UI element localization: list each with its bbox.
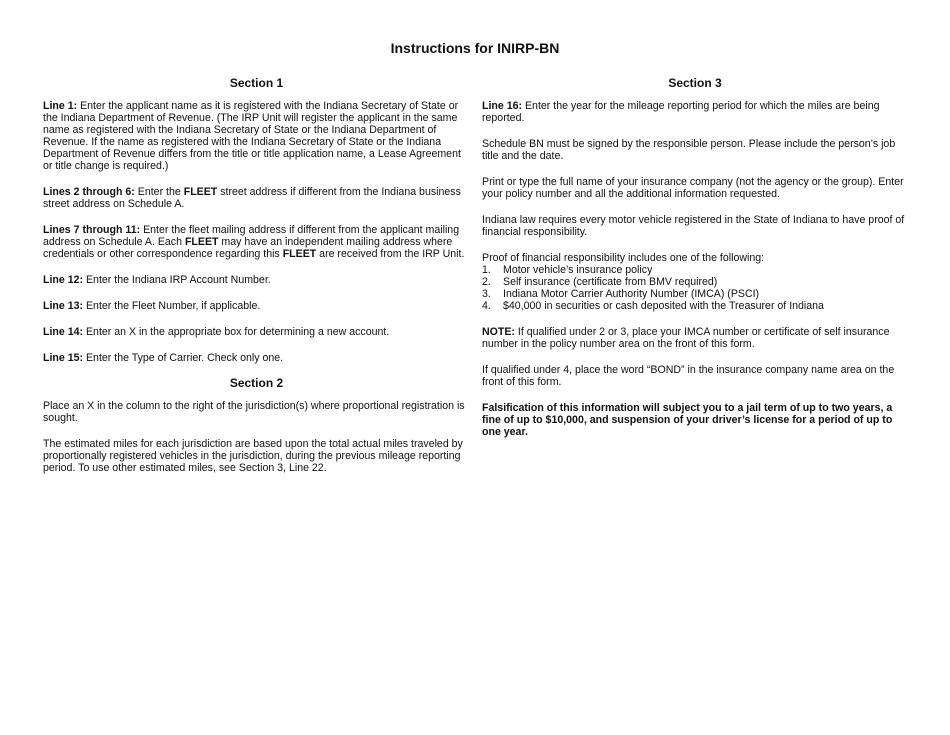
section-2-paragraph: The estimated miles for each jurisdiction are based upon the total actual miles traveled by proportionally registered vehicles in the jurisdiction, during the previous mileage reporting period. To use other estimated miles, see Section 3, Line 22. [43,438,463,474]
lines-2-6-text-a: Enter the [134,186,184,198]
lines-7-11-text-c: are received from the IRP Unit. [316,248,465,260]
line-13-instruction [43,300,470,312]
list-text: $40,000 in securities or cash deposited with the Treasurer of Indiana [503,300,824,312]
lines-2-6-label: Lines 2 through 6: [43,186,135,198]
note-paragraph [482,326,908,350]
right-column [482,76,908,452]
lines-7-11-label: Lines 7 through 11: [43,224,141,236]
lines-2-6-instruction [43,186,470,210]
section-2-paragraph: Place an X in the column to the right of the jurisdiction(s) where proportional registration is sought. [43,400,465,424]
line-15-text: Enter the Type of Carrier. Check only one. [83,352,284,364]
list-number: 3. [482,288,491,300]
list-item [482,288,908,300]
line-16-instruction [482,100,908,124]
list-text: Motor vehicle’s insurance policy [503,264,653,276]
lines-2-6-text-b: street address if different from the Indiana business street address on Schedule A. [43,186,461,210]
line-15-label: Line 15: [43,352,84,364]
note-label: NOTE: [482,326,515,338]
line-12-label: Line 12: [43,274,84,286]
bond-paragraph: If qualified under 4, place the word “BOND” in the insurance company name area on the front of this form. [482,364,895,388]
line-14-text: Enter an X in the appropriate box for determining a new account. [83,326,390,338]
falsification-warning [482,402,908,438]
proof-list [482,264,908,312]
line-1-text: Enter the applicant name as it is registered with the Indiana Secretary of State or the Indiana Department of Revenue. (The IRP Unit will register the applicant in the same name as registered with the Indiana Secretary of State or the Indiana Department of Revenue. If the name as registered with the Indiana Secretary of State or the Indiana Department of Revenue differs from the title or title application name, a Lease Agreement or title change is required.) [43,100,461,172]
section-2-heading: Section 2 [229,376,284,390]
fleet-term: FLEET [183,186,218,198]
left-column [43,76,470,488]
line-12-instruction [43,274,470,286]
section-1-heading: Section 1 [229,76,284,90]
fleet-term: FLEET [184,236,219,248]
proof-intro: Proof of financial responsibility includes one of the following: [482,252,765,264]
line-1-instruction [43,100,470,172]
signature-paragraph: Schedule BN must be signed by the responsible person. Please include the person’s job title and the date. [482,138,896,162]
fleet-term: FLEET [282,248,317,260]
list-number: 4. [482,300,491,312]
line-16-text: Enter the year for the mileage reporting period for which the miles are being reported. [482,100,880,124]
lines-7-11-text-b: may have an independent mailing address where credentials or other correspondence regarding this [43,236,453,260]
list-item [482,264,908,276]
line-14-instruction [43,326,470,338]
lines-7-11-text-a: Enter the fleet mailing address if different from the applicant mailing address on Schedule A. Each [43,224,460,248]
line-12-text: Enter the Indiana IRP Account Number. [83,274,271,286]
insurance-paragraph: Print or type the full name of your insurance company (not the agency or the group). Enter your policy number and all the additional information requested. [482,176,904,200]
note-text: If qualified under 2 or 3, place your IMCA number or certificate of self insurance number in the policy number area on the front of this form. [482,326,890,350]
list-text: Indiana Motor Carrier Authority Number (IMCA) (PSCI) [503,288,760,300]
page-title: Instructions for INIRP-BN [390,40,560,56]
line-16-label: Line 16: [482,100,523,112]
law-paragraph: Indiana law requires every motor vehicle registered in the State of Indiana to have proof of financial responsibility. [482,214,905,238]
list-number: 1. [482,264,491,276]
line-13-text: Enter the Fleet Number, if applicable. [83,300,261,312]
list-item [482,276,908,288]
section-3-heading: Section 3 [668,76,722,90]
line-1-label: Line 1: [43,100,78,112]
list-number: 2. [482,276,491,288]
line-14-label: Line 14: [43,326,84,338]
list-text: Self insurance (certificate from BMV required) [503,276,718,288]
line-15-instruction [43,352,470,364]
list-item [482,300,908,312]
falsification-text: Falsification of this information will subject you to a jail term of up to two years, a fine of up to $10,000, and suspension of your driver’s license for a period of up to one year. [482,402,893,438]
line-13-label: Line 13: [43,300,84,312]
lines-7-11-instruction [43,224,470,260]
